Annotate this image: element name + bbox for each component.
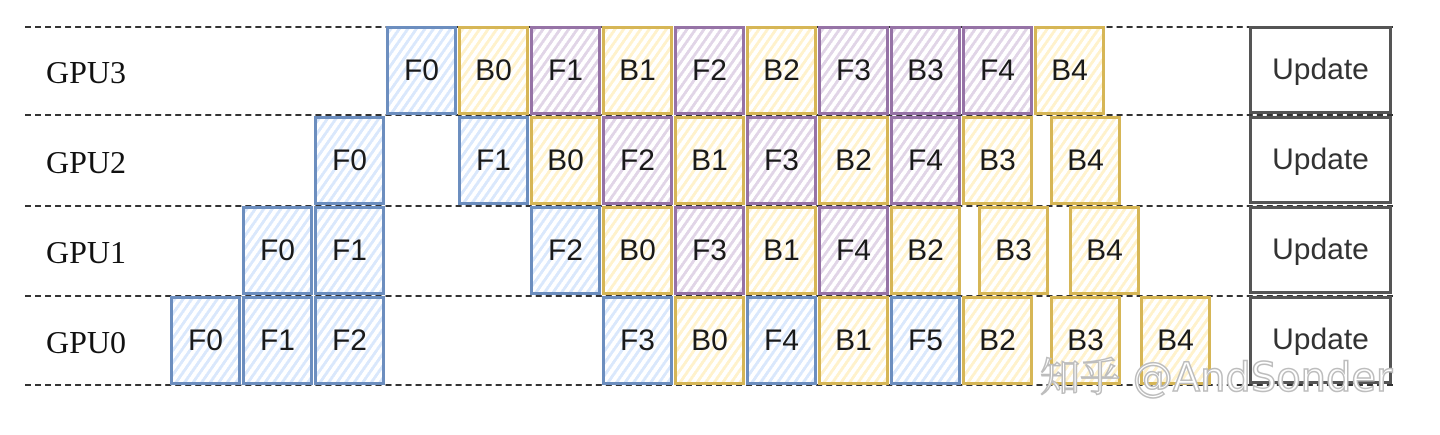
gpu3-cell: B3 [890, 26, 961, 115]
gpu3-cell: F2 [674, 26, 745, 115]
gpu3-cell: B0 [458, 26, 529, 115]
gpu2-cell: B1 [674, 116, 745, 205]
gpu0-cell: B1 [818, 296, 889, 385]
gpu0-cell: B4 [1140, 296, 1211, 385]
gpu2-cell: B3 [962, 116, 1033, 205]
gpu0-cell: F1 [242, 296, 313, 385]
gpu3-cell: B4 [1034, 26, 1105, 115]
update-box-gpu0: Update [1249, 296, 1392, 384]
gpu0-cell: B2 [962, 296, 1033, 385]
gpu0-cell: F2 [314, 296, 385, 385]
gpu1-cell: F3 [674, 206, 745, 295]
gpu1-cell: B1 [746, 206, 817, 295]
row-label-gpu1: GPU1 [46, 234, 127, 270]
row-label-gpu0: GPU0 [46, 324, 127, 360]
gpu3-cell: B1 [602, 26, 673, 115]
gpu2-cell: F3 [746, 116, 817, 205]
gpu3-cell: F1 [530, 26, 601, 115]
gpu2-cell: B2 [818, 116, 889, 205]
gpu1-cell: F2 [530, 206, 601, 295]
watermark: 知乎 @AndSonder [1040, 355, 1393, 401]
update-box-gpu2: Update [1249, 116, 1392, 204]
gpu0-cell: F3 [602, 296, 673, 385]
row-label-gpu2: GPU2 [46, 144, 127, 180]
gpu1-cell: B4 [1069, 206, 1140, 295]
gpu2-cell: F0 [314, 116, 385, 205]
gpu2-cell: B0 [530, 116, 601, 205]
update-box-gpu3: Update [1249, 26, 1392, 114]
gpu2-cell: F1 [458, 116, 529, 205]
gpu3-cell: F3 [818, 26, 889, 115]
gpu0-cell: B0 [674, 296, 745, 385]
gpu1-cell: B3 [978, 206, 1049, 295]
gpu1-cell: F4 [818, 206, 889, 295]
update-box-gpu1: Update [1249, 206, 1392, 294]
gpu2-cell: F4 [890, 116, 961, 205]
gpu0-cell: F4 [746, 296, 817, 385]
gpu3-cell: F0 [386, 26, 457, 115]
gpu0-cell: F5 [890, 296, 961, 385]
gpu0-cell: B3 [1050, 296, 1121, 385]
gpu2-cell: F2 [602, 116, 673, 205]
row-label-gpu3: GPU3 [46, 54, 127, 90]
gpu3-cell: B2 [746, 26, 817, 115]
gpu1-cell: B0 [602, 206, 673, 295]
gpu1-cell: F1 [314, 206, 385, 295]
gpu0-cell: F0 [170, 296, 241, 385]
gpu2-cell: B4 [1050, 116, 1121, 205]
gpu1-cell: B2 [890, 206, 961, 295]
gpu1-cell: F0 [242, 206, 313, 295]
gpu3-cell: F4 [962, 26, 1033, 115]
